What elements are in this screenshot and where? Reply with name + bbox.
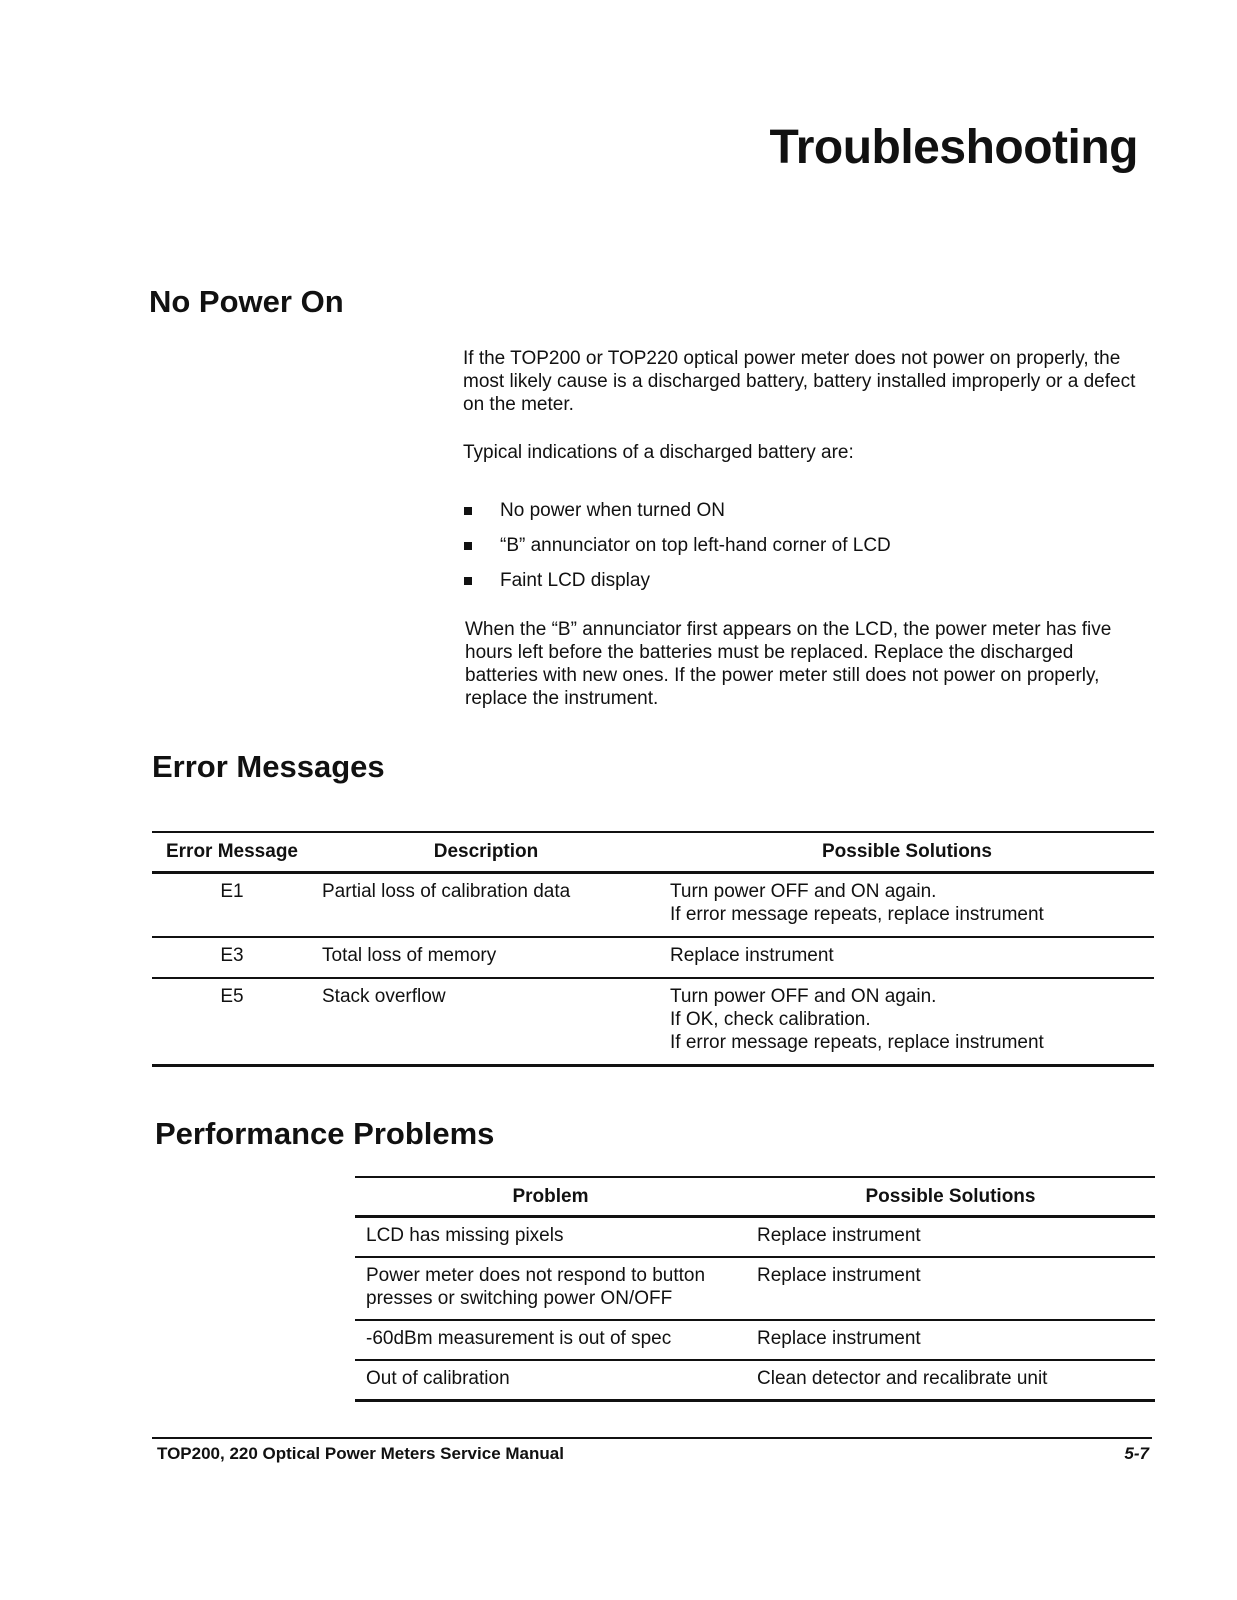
solution-cell: Replace instrument bbox=[757, 1265, 921, 1286]
error-solutions: Turn power OFF and ON again. If error message repeats, replace instrument bbox=[670, 881, 1044, 925]
column-header-error-message: Error Message bbox=[165, 841, 298, 862]
table-header-row bbox=[152, 832, 1154, 873]
column-header-possible-solutions: Possible Solutions bbox=[865, 1185, 1036, 1207]
no-power-paragraph-2: Typical indications of a discharged battery are: bbox=[463, 442, 854, 463]
section-heading-error-messages: Error Messages bbox=[152, 749, 385, 784]
footer-page-number: 5-7 bbox=[1124, 1444, 1149, 1463]
battery-indication-list bbox=[463, 499, 891, 604]
problem-cell: Power meter does not respond to button presses or switching power ON/OFF bbox=[366, 1265, 706, 1309]
problem-cell: Out of calibration bbox=[366, 1368, 510, 1389]
table-header-row bbox=[355, 1177, 1155, 1217]
page-title: Troubleshooting bbox=[769, 121, 1138, 174]
section-heading-no-power: No Power On bbox=[149, 284, 344, 319]
problem-cell: LCD has missing pixels bbox=[366, 1225, 564, 1246]
performance-problems-table bbox=[355, 1176, 1155, 1402]
solution-cell: Clean detector and recalibrate unit bbox=[757, 1368, 1048, 1389]
solution-cell: Replace instrument bbox=[757, 1328, 921, 1349]
section-heading-performance-problems: Performance Problems bbox=[155, 1116, 495, 1151]
list-item: “B” annunciator on top left-hand corner of LCD bbox=[463, 534, 891, 569]
error-solutions: Turn power OFF and ON again. If OK, check calibration. If error message repeats, replace instrument bbox=[670, 986, 1044, 1053]
square-bullet-icon bbox=[464, 507, 472, 515]
error-code: E1 bbox=[220, 881, 244, 902]
column-header-description: Description bbox=[433, 841, 539, 862]
error-code: E3 bbox=[220, 945, 244, 966]
column-header-problem: Problem bbox=[512, 1185, 589, 1207]
solution-cell: Replace instrument bbox=[757, 1225, 921, 1246]
error-description: Total loss of memory bbox=[322, 945, 497, 966]
footer-manual-title: TOP200, 220 Optical Power Meters Service Manual bbox=[157, 1444, 564, 1463]
table-row bbox=[355, 1320, 1155, 1360]
list-item: Faint LCD display bbox=[463, 569, 891, 604]
error-description: Partial loss of calibration data bbox=[322, 881, 571, 902]
table-row bbox=[355, 1217, 1155, 1258]
square-bullet-icon bbox=[464, 542, 472, 550]
error-solutions: Replace instrument bbox=[670, 945, 834, 966]
table-row bbox=[152, 978, 1154, 1066]
no-power-paragraph-3: When the “B” annunciator first appears on the LCD, the power meter has five hours left before the batteries must be replaced. Replace the discharged batteries with new ones. If the power meter still does not power on properly, replace the instrument. bbox=[465, 619, 1112, 709]
error-code: E5 bbox=[220, 986, 244, 1007]
list-item: No power when turned ON bbox=[463, 499, 891, 534]
table-row bbox=[355, 1257, 1155, 1320]
column-header-possible-solutions: Possible Solutions bbox=[822, 841, 992, 862]
table-row bbox=[355, 1360, 1155, 1401]
square-bullet-icon bbox=[464, 577, 472, 585]
error-messages-table bbox=[152, 831, 1154, 1067]
problem-cell: -60dBm measurement is out of spec bbox=[366, 1328, 672, 1349]
table-row bbox=[152, 937, 1154, 978]
footer-divider bbox=[152, 1437, 1152, 1439]
error-description: Stack overflow bbox=[322, 986, 446, 1007]
no-power-paragraph-1: If the TOP200 or TOP220 optical power meter does not power on properly, the most likely cause is a discharged battery, battery installed improperly or a defect on the meter. bbox=[463, 348, 1136, 415]
table-row bbox=[152, 873, 1154, 938]
